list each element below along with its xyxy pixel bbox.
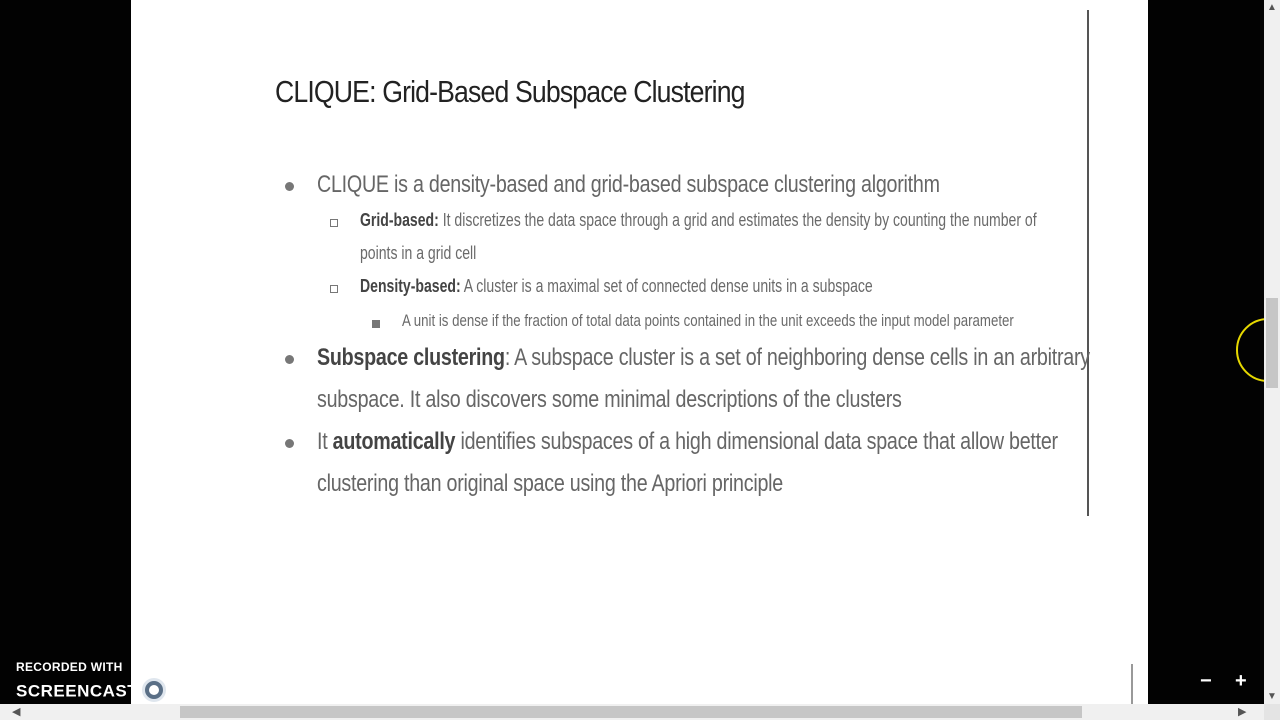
screencast-watermark [16,660,226,701]
sub-bullet-continuation [360,243,476,264]
horizontal-scroll-thumb[interactable] [180,706,1082,718]
slide-title: CLIQUE: Grid-Based Subspace Clustering [275,74,745,109]
sub-bullet-item [360,276,873,297]
scroll-down-arrow-icon[interactable]: ▼ [1267,691,1277,702]
bullet-item [317,344,1090,372]
slide-page [131,0,1148,704]
bullet-continuation [317,470,783,498]
bullet-text-2: subspace. It also discovers some minimal descriptions of the clusters [317,386,902,413]
bullet-dot-icon [285,439,294,448]
vertical-scrollbar[interactable] [1264,0,1280,704]
bullet-text: identifies subspaces of a high dimensional data space that allow better [455,428,1058,455]
sub-bullet-icon [330,219,338,227]
bullet-list [131,0,1148,704]
bullet-text-2: clustering than original space using the Apriori principle [317,470,783,497]
scrollbar-corner [1264,704,1280,720]
sub-bullet-text: A cluster is a maximal set of connected dense units in a subspace [460,276,873,296]
screencast-o-matic-logo-icon [142,678,166,702]
bullet-text: CLIQUE is a density-based and grid-based subspace clustering algorithm [317,171,940,198]
vertical-scroll-thumb[interactable] [1266,298,1278,388]
bullet-item [317,171,940,199]
watermark-right: MATIC [170,681,226,701]
sub-sub-bullet-text: A unit is dense if the fraction of total data points contained in the unit exceeds the input model parameter [402,311,1014,330]
watermark-line1: RECORDED WITH [16,660,123,674]
scroll-right-arrow-icon[interactable]: ▶ [1238,706,1247,718]
watermark-brand [16,680,225,704]
bullet-dot-icon [285,182,294,191]
sub-bullet-text: It discretizes the data space through a grid and estimates the density by counting the number of [438,210,1037,230]
watermark-left: SCREENCAST [16,681,139,701]
sub-bullet-item [360,210,1037,231]
sub-sub-bullet-item [402,311,1014,331]
bullet-continuation [317,386,902,414]
bullet-bold: Subspace clustering [317,344,505,371]
sub-bullet-icon [330,285,338,293]
bullet-bold: automatically [332,428,456,455]
sub-bullet-text-2: points in a grid cell [360,243,477,263]
bullet-dot-icon [285,355,294,364]
bullet-text: : A subspace cluster is a set of neighboring dense cells in an arbitrary [504,344,1090,371]
sub-bullet-bold: Density-based: [360,276,461,296]
sub-bullet-bold: Grid-based: [360,210,439,230]
scroll-left-arrow-icon[interactable]: ◀ [12,706,21,718]
zoom-out-button[interactable]: − [1200,670,1212,692]
zoom-in-button[interactable]: + [1235,670,1247,692]
scroll-up-arrow-icon[interactable]: ▲ [1267,2,1277,13]
horizontal-scrollbar[interactable] [0,704,1264,720]
bullet-pre: It [317,428,333,455]
bullet-item [317,428,1058,456]
sub-sub-bullet-icon [372,320,380,328]
